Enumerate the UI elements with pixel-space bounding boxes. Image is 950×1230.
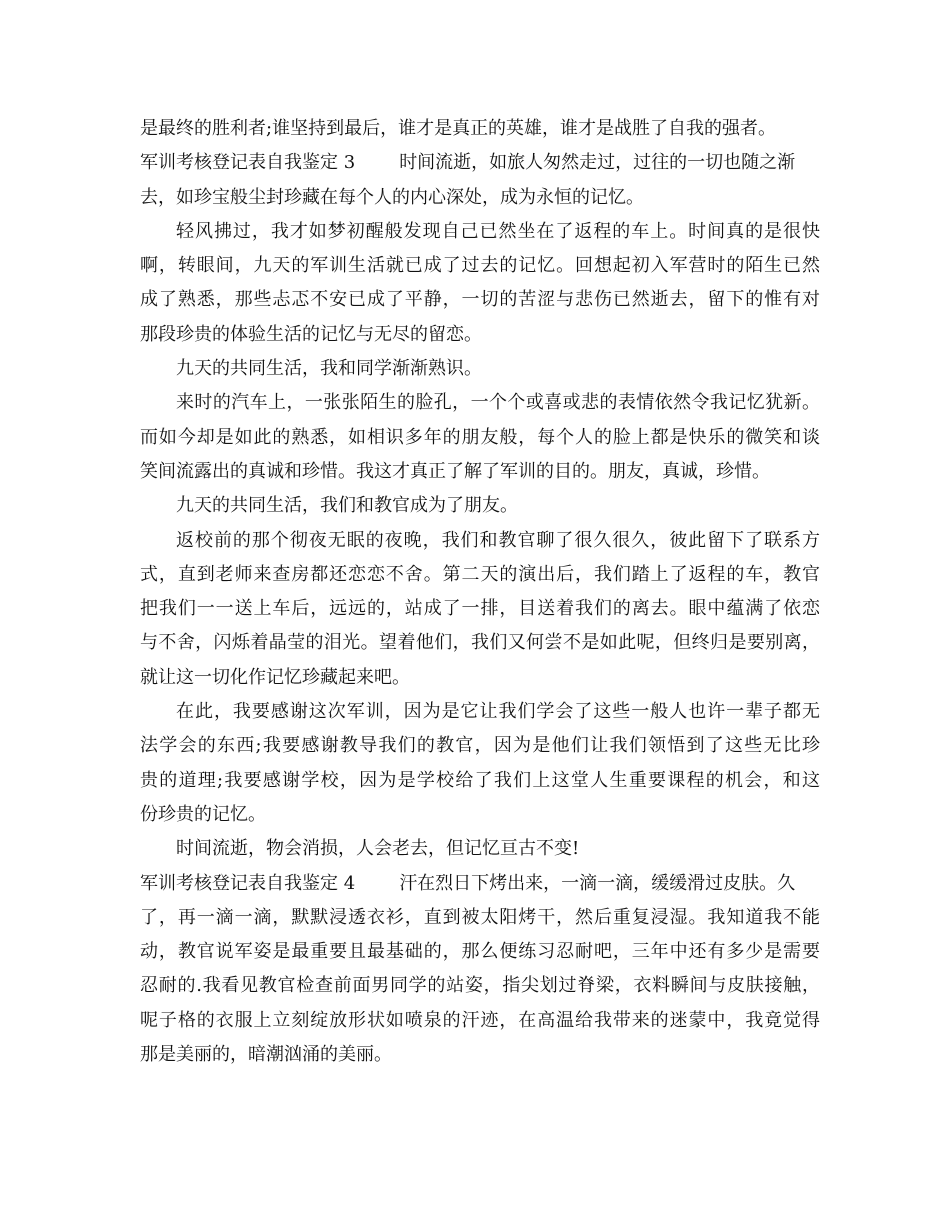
paragraph-first-line: 九天的共同生活，我们和教官成为了朋友。 <box>176 495 518 517</box>
text-line: 笑间流露出的真诚和珍惜。我这才真正了解了军训的目的。朋友，真诚，珍惜。 <box>140 460 770 482</box>
paragraph-first-line: 在此，我要感谢这次军训，因为是它让我们学会了这些一般人也许一辈子都无 <box>176 701 820 723</box>
document-body <box>140 112 820 1072</box>
text-line: 忍耐的.我看见教官检查前面男同学的站姿，指尖划过脊梁，衣料瞬间与皮肤接触， <box>140 975 820 997</box>
text-line: 与不舍，闪烁着晶莹的泪光。望着他们，我们又何尝不是如此呢，但终归是要别离， <box>140 632 820 654</box>
paragraph-first-line: 时间流逝，物会消损，人会老去，但记忆亘古不变! <box>176 838 580 860</box>
text-run: 汗在烈日下烤出来，一滴一滴，缓缓滑过皮肤。久 <box>399 872 796 894</box>
text-line: 式，直到老师来查房都还恋恋不舍。第二天的演出后，我们踏上了返程的车，教官 <box>140 563 820 585</box>
text-line: 就让这一切化作记忆珍藏起来吧。 <box>140 666 410 688</box>
text-line: 把我们一一送上车后，远远的，站成了一排，目送着我们的离去。眼中蕴满了依恋 <box>140 598 820 620</box>
paragraph-first-line: 九天的共同生活，我和同学渐渐熟识。 <box>176 358 482 380</box>
section-heading-line <box>140 867 820 901</box>
text-line: 而如今却是如此的熟悉，如相识多年的朋友般，每个人的脸上都是快乐的微笑和谈 <box>140 426 820 448</box>
section-heading: 军训考核登记表自我鉴定 3 <box>140 152 356 174</box>
paragraph-first-line: 返校前的那个彻夜无眠的夜晚，我们和教官聊了很久很久，彼此留下了联系方 <box>176 529 820 551</box>
section-heading: 军训考核登记表自我鉴定 4 <box>140 872 356 894</box>
text-line: 份珍贵的记忆。 <box>140 803 266 825</box>
text-line: 成了熟悉，那些忐忑不安已成了平静，一切的苦涩与悲伤已然逝去，留下的惟有对 <box>140 289 820 311</box>
text-line: 动，教官说军姿是最重要且最基础的，那么便练习忍耐吧，三年中还有多少是需要 <box>140 941 820 963</box>
text-line: 那段珍贵的体验生活的记忆与无尽的留恋。 <box>140 323 482 345</box>
text-line: 贵的道理;我要感谢学校，因为是学校给了我们上这堂人生重要课程的机会，和这 <box>140 769 820 791</box>
paragraph-first-line: 轻风拂过，我才如梦初醒般发现自己已然坐在了返程的车上。时间真的是很快 <box>176 220 820 242</box>
text-line: 了，再一滴一滴，默默浸透衣衫，直到被太阳烤干，然后重复浸湿。我知道我不能 <box>140 906 820 928</box>
text-line: 啊，转眼间，九天的军训生活就已成了过去的记忆。回想起初入军营时的陌生已然 <box>140 255 820 277</box>
text-line: 是最终的胜利者;谁坚持到最后，谁才是真正的英雄，谁才是战胜了自我的强者。 <box>140 118 777 139</box>
section-heading-line <box>140 146 820 180</box>
paragraph-first-line: 来时的汽车上，一张张陌生的脸孔，一个个或喜或悲的表情依然令我记忆犹新。 <box>176 392 820 414</box>
text-run: 时间流逝，如旅人匆然走过，过往的一切也随之渐 <box>399 152 796 174</box>
text-line: 去，如珍宝般尘封珍藏在每个人的内心深处，成为永恒的记忆。 <box>140 186 644 208</box>
text-line: 法学会的东西;我要感谢教导我们的教官，因为是他们让我们领悟到了这些无比珍 <box>140 735 820 757</box>
text-line: 呢子格的衣服上立刻绽放形状如喷泉的汗迹，在高温给我带来的迷蒙中，我竟觉得 <box>140 1009 820 1031</box>
text-line: 那是美丽的，暗潮汹涌的美丽。 <box>140 1044 392 1066</box>
